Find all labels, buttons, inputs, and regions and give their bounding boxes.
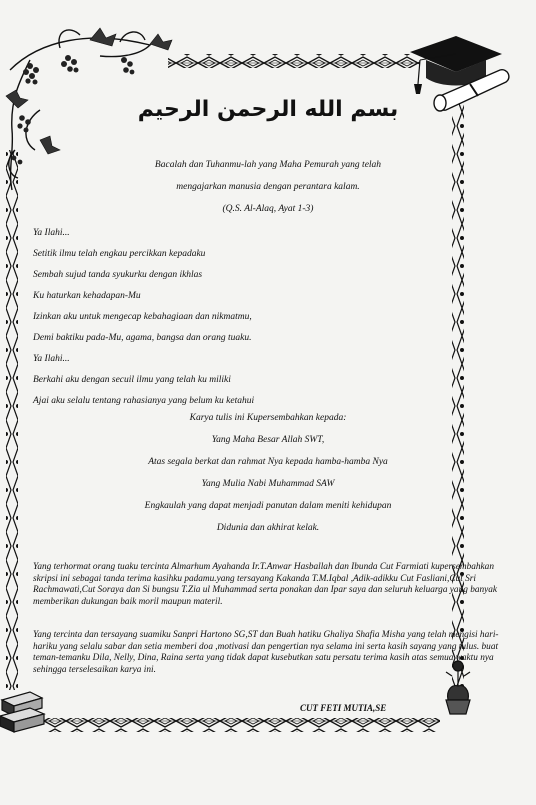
dedication-line: Engkaulah yang dapat menjadi panutan dalam meniti kehidupan [144, 501, 392, 511]
family-dedication-paragraph: Yang terhormat orang tuaku tercinta Almarhum Ayahanda Ir.T.Anwar Hasballah dan Ibunda Cut Farmiati kupersembahkan skripsi ini sebagai tanda terima kasihku padamu.yang tersayang Kakanda T.M.Iqbal ,Adik-adikku Cut Fasliani,Cut Sri Rachmawati,Cut Soraya dan Si bungsu T.Zia ul Muhammad serta ponakan dan Ipar saya dan seluruh keluarga yang banyak memberikan dukungan baik moril maupun materil. [33, 562, 498, 607]
poem-line: Berkahi aku dengan secuil ilmu yang telah ku miliki [33, 375, 231, 385]
poem-line: Ya Ilahi... [33, 354, 70, 364]
dedication-line: Didunia dan akhirat kelak. [216, 523, 320, 533]
poem-line: Setitik ilmu telah engkau percikkan kepadaku [33, 249, 206, 259]
poem-line: Sembah sujud tanda syukurku dengan ikhlas [33, 270, 203, 280]
poem-line: Demi baktiku pada-Mu, agama, bangsa dan orang tuaku. [33, 333, 252, 343]
bottom-border [40, 718, 440, 732]
poem-line: Ya Ilahi... [33, 228, 70, 238]
dedication-line: Karya tulis ini Kupersembahkan kepada: [189, 413, 347, 423]
poem-line: Ku haturkan kehadapan-Mu [33, 291, 141, 301]
spouse-dedication-paragraph: Yang tercinta dan tersayang suamiku Sanpri Hartono SG,ST dan Buah hatiku Ghaliya Shafia Misha yang telah mengisi hari-hariku yang selalu sabar dan setia memberi doa ,motivasi dan pengertian nya selama ini serta kasih sayang yang tulus. buat teman-temanku Dila, Nelly, Dina, Raina serta yang tidak dapat kusebutkan satu persatu terima kasih atas semua waktu nya sehingga terselesaikan karya ini. [33, 630, 499, 675]
top-border [168, 54, 420, 68]
poem-line: Izinkan aku untuk mengecap kebahagiaan dan nikmatmu, [33, 312, 252, 322]
verse-line-1: Bacalah dan Tuhanmu-lah yang Maha Pemurah yang telah [154, 160, 382, 170]
book-stack-icon [0, 692, 44, 732]
verse-reference: (Q.S. Al-Alaq, Ayat 1-3) [222, 204, 314, 214]
dedication-line: Yang Maha Besar Allah SWT, [211, 435, 325, 445]
bismillah-calligraphy: بسم الله الرحمن الرحيم [137, 97, 399, 122]
verse-line-2: mengajarkan manusia dengan perantara kalam. [176, 182, 360, 192]
author-signature: CUT FETI MUTIA,SE [300, 703, 387, 713]
dedication-line: Yang Mulia Nabi Muhammad SAW [201, 479, 335, 489]
dedication-line: Atas segala berkat dan rahmat Nya kepada hamba-hamba Nya [148, 457, 388, 467]
poem-line: Ajai aku selalu tentang rahasianya yang belum ku ketahui [33, 396, 255, 406]
